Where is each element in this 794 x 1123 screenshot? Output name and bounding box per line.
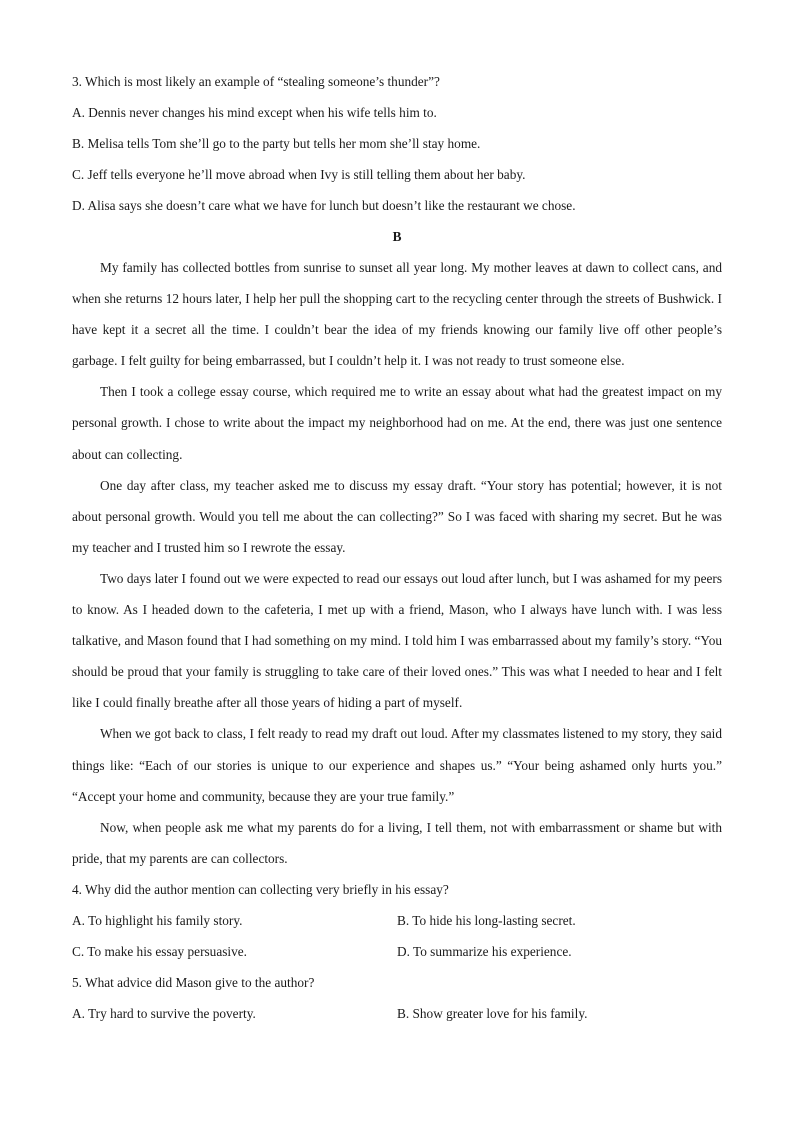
- question-3-option-a: A. Dennis never changes his mind except when his wife tells him to.: [72, 105, 437, 120]
- question-5-stem: 5. What advice did Mason give to the author?: [72, 974, 315, 990]
- question-4-options-row-1: [72, 905, 722, 936]
- passage-paragraph-5: When we got back to class, I felt ready to read my draft out loud. After my classmates listened to my story, they said things like: “Each of our stories is unique to our experience and shapes us.” “Your being ashamed only hurts you.” “Accept your home and community, because they are your true family.”: [72, 726, 722, 804]
- question-4-option-a: A. To highlight his family story.: [72, 912, 243, 928]
- passage-paragraph-4: Two days later I found out we were expected to read our essays out loud after lunch, but I was ashamed for my peers to know. As I headed down to the cafeteria, I met up with a friend, Mason, who I always have lunch with. I was less talkative, and Mason found that I had something on my mind. I told him I was embarrassed about my family’s story. “You should be proud that your family is struggling to take care of their loved ones.” This was what I needed to hear and I felt like I could finally breathe after all those years of hiding a part of myself.: [72, 570, 722, 711]
- question-5-option-b: B. Show greater love for his family.: [397, 1005, 588, 1021]
- question-5-options-row-1: [72, 998, 722, 1029]
- question-4-option-c: C. To make his essay persuasive.: [72, 943, 247, 959]
- question-5-option-a: A. Try hard to survive the poverty.: [72, 1005, 256, 1021]
- exam-page: [72, 66, 722, 1029]
- question-4-stem: 4. Why did the author mention can collecting very briefly in his essay?: [72, 881, 449, 897]
- question-3-stem: 3. Which is most likely an example of “stealing someone’s thunder”?: [72, 74, 440, 89]
- passage-paragraph-3: One day after class, my teacher asked me to discuss my essay draft. “Your story has potential; however, it is not about personal growth. Would you tell me about the can collecting?” So I was faced with sharing my secret. But he was my teacher and I trusted him so I rewrote the essay.: [72, 477, 722, 555]
- question-4-option-b: B. To hide his long-lasting secret.: [397, 912, 576, 928]
- passage-paragraph-2: Then I took a college essay course, which required me to write an essay about what had the greatest impact on my personal growth. I chose to write about the impact my neighborhood had on me. At the end, there was just one sentence about can collecting.: [72, 384, 722, 462]
- question-3-option-b: B. Melisa tells Tom she’ll go to the party but tells her mom she’ll stay home.: [72, 136, 481, 151]
- question-3-option-d: D. Alisa says she doesn’t care what we have for lunch but doesn’t like the restaurant we chose.: [72, 198, 576, 213]
- question-4-option-d: D. To summarize his experience.: [397, 943, 572, 959]
- passage-paragraph-1: My family has collected bottles from sunrise to sunset all year long. My mother leaves at dawn to collect cans, and when she returns 12 hours later, I help her pull the shopping cart to the recycling center through the streets of Bushwick. I have kept it a secret all the time. I couldn’t bear the idea of my friends knowing our family live off other people’s garbage. I felt guilty for being embarrassed, but I couldn’t help it. I was not ready to trust someone else.: [72, 260, 722, 369]
- question-3-option-c: C. Jeff tells everyone he’ll move abroad when Ivy is still telling them about her baby.: [72, 167, 526, 182]
- passage-paragraph-6: Now, when people ask me what my parents do for a living, I tell them, not with embarrassment or shame but with pride, that my parents are can collectors.: [72, 819, 722, 866]
- section-b-title: B: [392, 229, 402, 244]
- question-4-options-row-2: [72, 936, 722, 967]
